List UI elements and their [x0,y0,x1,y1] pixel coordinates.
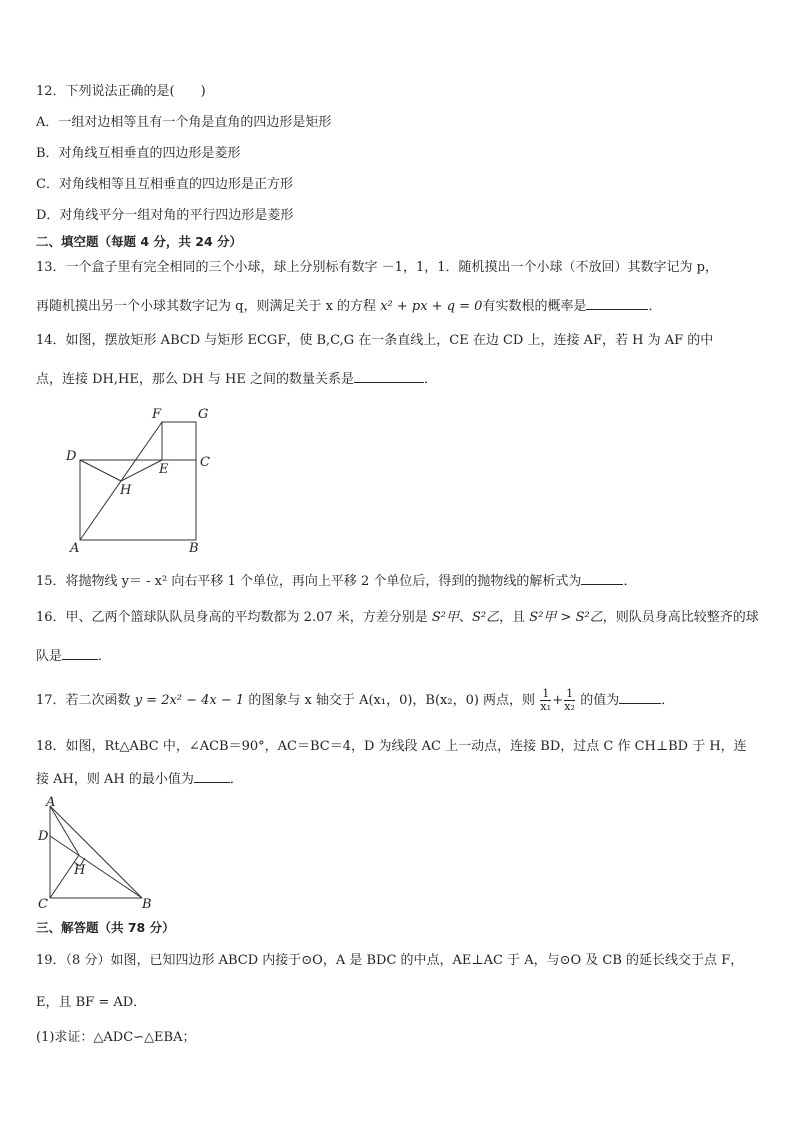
segment-dh [80,460,121,481]
q14-answer-blank[interactable] [354,368,424,383]
q16-variance-jia: S²甲 [431,610,460,625]
q18-line2 [36,768,243,790]
q16-answer-blank[interactable] [62,645,98,660]
q17-frac1-num: 1 [542,687,550,700]
label-e: E [159,462,169,477]
q17-plus: + [552,693,564,708]
q16-end: ． [98,649,112,664]
q13-text-b: 有实数根的概率是 [482,299,587,314]
q15-end: ． [623,574,637,589]
label-h: H [74,863,86,878]
q14-end: ． [423,372,437,387]
q17-frac1-den: x₁ [540,700,551,713]
q19-line2: E，且 BF = AD． [36,995,147,1010]
label-d: D [66,449,77,464]
q16-text-b: ，且 [499,610,530,625]
q18-end: ． [229,772,243,787]
q16-line1 [36,608,759,628]
q19-sub1: (1)求证：△ADC∽△EBA； [36,1030,196,1045]
q17-fraction-2 [564,688,575,713]
segment-he [121,460,162,481]
q17-answer-blank[interactable] [619,689,661,704]
q14-text: 点，连接 DH,HE，那么 DH 与 HE 之间的数量关系是 [36,372,354,387]
label-f: F [152,407,162,422]
q12-option-b: B．对角线互相垂直的四边形是菱形 [36,146,241,161]
rectangle-ecgf [162,422,196,460]
q15-text: 15．将抛物线 y＝ - x² 向右平移 1 个单位，再向上平移 2 个单位后，得到的抛物线的解析式为 [36,574,582,589]
section-heading-fill-in: 二、填空题（每题 4 分，共 24 分） [36,234,243,249]
label-g: G [198,407,209,422]
q16-text-a: 16．甲、乙两个篮球队队员身高的平均数都为 2.07 米，方差分别是 [36,610,432,625]
q17-text-a: 17．若二次函数 [36,693,135,708]
q17-fraction-1 [540,688,551,713]
q17-text-b: 的图象与 x 轴交于 A(x₁，0)，B(x₂，0) 两点，则 [244,693,540,708]
q15-line [36,570,636,592]
label-h: H [120,483,132,498]
label-c: C [200,455,210,470]
label-c: C [38,897,48,912]
label-a: A [46,795,56,810]
q14-line2 [36,368,437,390]
q18-figure [34,794,164,912]
q17-frac2-num: 1 [566,687,574,700]
q18-line1: 18．如图，Rt△ABC 中，∠ACB＝90°，AC＝BC＝4，D 为线段 AC 上一动点，连接 BD，过点 C 作 CH⊥BD 于 H，连 [36,739,747,754]
q12-option-d: D．对角线平分一组对角的平行四边形是菱形 [36,208,294,223]
q17-frac2-den: x₂ [564,700,575,713]
segment-bd [50,836,142,898]
label-a: A [70,541,80,556]
q18-answer-blank[interactable] [194,768,230,783]
q15-answer-blank[interactable] [581,570,623,585]
q17-function: y = 2x² − 4x − 1 [134,693,245,708]
q14-figure [60,400,230,558]
q13-line1: 13．一个盒子里有完全相同的三个小球，球上分别标有数字 －1，1，1．随机摸出一个小球（不放回）其数字记为 p， [36,260,718,275]
q19-line1: 19．（8 分）如图，已知四边形 ABCD 内接于⊙O，A 是 BDC 的中点，AE⊥AC 于 A，与⊙O 及 CB 的延长线交于点 F， [36,953,744,968]
q12-option-c: C．对角线相等且互相垂直的四边形是正方形 [36,177,293,192]
label-d: D [38,829,49,844]
q16-line2 [36,645,111,667]
q13-answer-blank[interactable] [586,295,648,310]
q13-line2 [36,295,661,317]
section-heading-solutions: 三、解答题（共 78 分） [36,920,175,935]
q13-text-a: 再随机摸出另一个小球其数字记为 q，则满足关于 x 的方程 [36,299,381,314]
q16-variance-yi: S²乙 [472,610,500,625]
q12-stem: 12．下列说法正确的是( ) [36,84,206,99]
label-b: B [189,541,199,556]
q16-inequality: S²甲 > S²乙 [529,610,603,625]
q16-text-d: 队是 [36,649,63,664]
q16-text-c: ，则队员身高比较整齐的球 [602,610,759,625]
q14-line1: 14．如图，摆放矩形 ABCD 与矩形 ECGF，使 B,C,G 在一条直线上，CE 在边 CD 上，连接 AF，若 H 为 AF 的中 [36,333,714,348]
q13-equation: x² + px + q = 0 [380,299,483,314]
q18-text: 接 AH，则 AH 的最小值为 [36,772,194,787]
q17-end: ． [661,693,675,708]
q17-text-c: 的值为 [576,693,620,708]
segment-ab [50,806,142,898]
q16-sep: 、 [459,610,473,625]
q13-end: ． [648,299,662,314]
q12-option-a: A．一组对边相等且有一个角是直角的四边形是矩形 [36,115,332,130]
label-b: B [142,897,152,912]
q17-line [36,688,674,714]
